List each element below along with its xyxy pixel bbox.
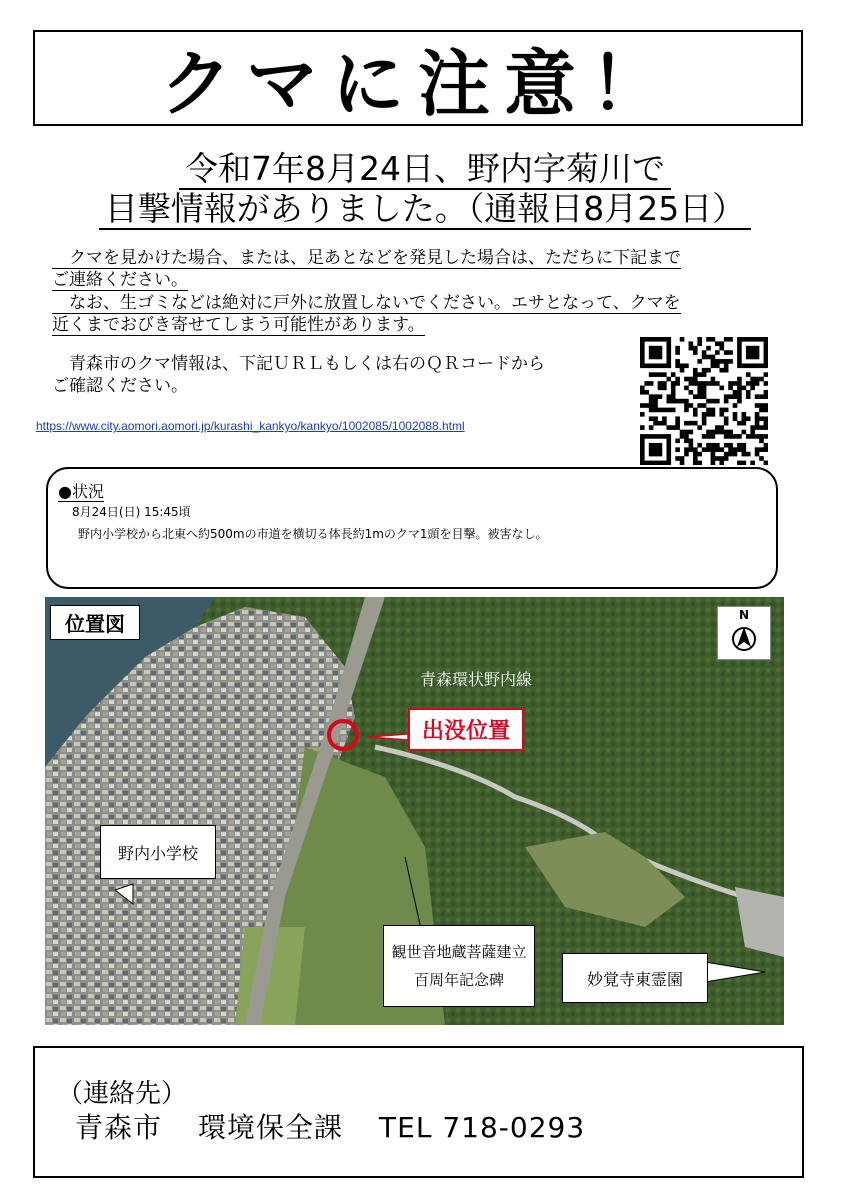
info-url-paragraph (52, 353, 642, 397)
status-description: 野内小学校から北東へ約500mの市道を横切る体長約1mのクマ1頭を目撃。被害なし。 (78, 527, 548, 541)
contact-label: （連絡先） (57, 1079, 188, 1109)
contact-department: 環境保全課 (198, 1111, 344, 1144)
paragraph-1-line-1: クマを見かけた場合、または、足あとなどを発見した場合は、ただちに下記まで (52, 248, 681, 268)
contact-line (75, 1106, 621, 1146)
memorial-label-line-2: 百周年記念碑 (413, 971, 504, 989)
cemetery-label: 妙覚寺東霊園 (562, 953, 708, 1003)
status-box (46, 467, 778, 589)
status-heading-text: ●状況 (58, 482, 104, 501)
north-arrow (717, 606, 771, 660)
title-box (33, 30, 803, 126)
headline-line-2 (60, 183, 790, 230)
map-title: 位置図 (50, 605, 140, 640)
contact-instruction-paragraph (52, 247, 762, 291)
headline-text-2: 目撃情報がありました。（通報日8月25日） (99, 189, 752, 230)
bear-info-link[interactable]: https://www.city.aomori.aomori.jp/kurashi_kankyo/kankyo/1002085/1002088.html (36, 419, 465, 433)
memorial-label (383, 925, 535, 1007)
paragraph-1-line-2: ご連絡ください。 (52, 270, 188, 290)
qr-code[interactable] (640, 337, 768, 465)
location-map (45, 597, 784, 1025)
memorial-label-line-1: 観世音地蔵菩薩建立 (391, 943, 527, 961)
contact-city: 青森市 (75, 1111, 163, 1144)
page-title: クマに注意！ (159, 42, 676, 126)
contact-box (33, 1046, 804, 1178)
sighting-location-label: 出没位置 (408, 708, 524, 751)
headline-text-1: 令和7年8月24日、野内字菊川で (179, 149, 671, 190)
compass-icon (718, 607, 770, 659)
road-label: 青森環状野内線 (420, 670, 533, 689)
status-date: 8月24日(日) 15:45頃 (72, 505, 191, 519)
paragraph-3-line-1: 青森市のクマ情報は、下記ＵＲＬもしくは右のＱＲコードから (52, 354, 545, 374)
contact-phone[interactable]: TEL 718-0293 (379, 1111, 586, 1144)
paragraph-2-line-2: 近くまでおびき寄せてしまう可能性があります。 (52, 315, 425, 335)
garbage-warning-paragraph (52, 292, 762, 336)
paragraph-2-line-1: なお、生ゴミなどは絶対に戸外に放置しないでください。エサとなって、クマを (52, 293, 681, 313)
school-label: 野内小学校 (100, 825, 216, 879)
paragraph-3-line-2: ご確認ください。 (52, 376, 188, 396)
qr-code-image (640, 337, 768, 465)
status-heading (58, 479, 104, 502)
north-letter: N (738, 608, 750, 622)
